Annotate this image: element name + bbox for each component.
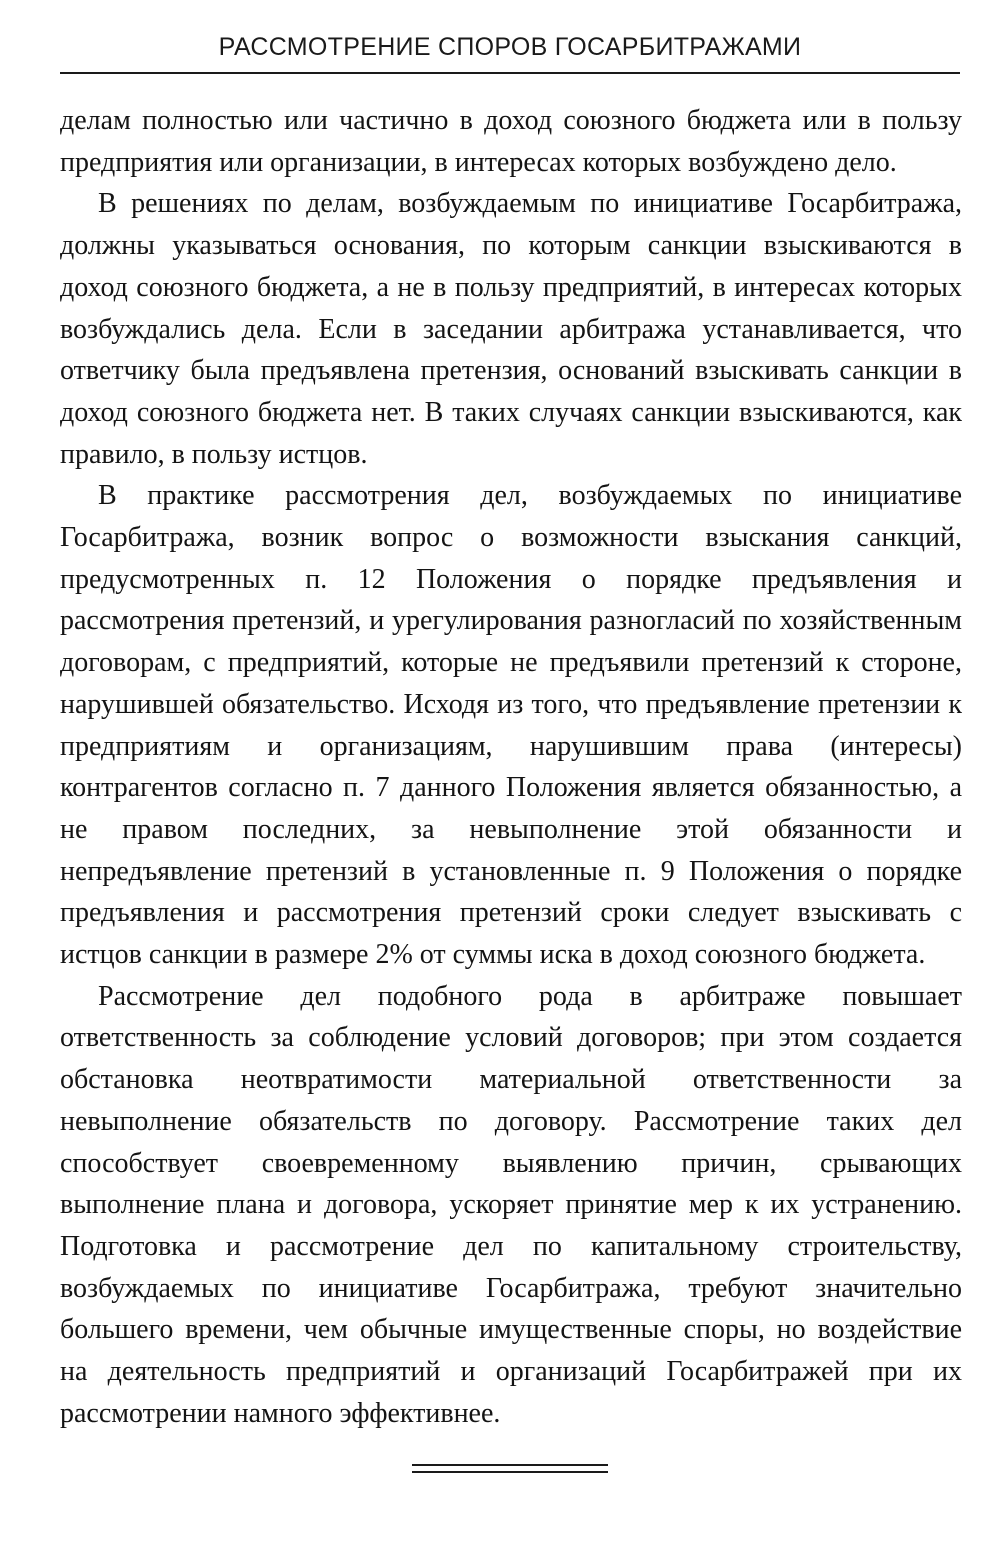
paragraph: Рассмотрение дел подобного рода в арбитраже повышает ответственность за соблюдение условий договоров; при этом создается обстановка неотвратимости материальной ответственности за невыполнение обязательств по договору. Рассмотрение таких дел способствует своевременному выявлению причин, срывающих выполнение плана и договора, ускоряет принятие мер к их устранению. Подготовка и рассмотрение дел по капитальному строительству, возбуждаемых по инициативе Госарбитража, требуют значительно большего времени, чем обычные имущественные споры, но воздействие на деятельность предприятий и организаций Госарбитражей при их рассмотрении намного эффективнее. — [60, 980, 962, 1429]
paragraph-continued: делам полностью или частично в доход союзного бюджета или в пользу предприятия или организации, в интересах которых возбуждено дело. — [60, 105, 962, 178]
section-end-rule — [412, 1464, 608, 1466]
header-rule — [60, 72, 960, 74]
paragraph: В решениях по делам, возбуждаемым по инициативе Госарбитража, должны указываться основания, по которым санкции взыскиваются в доход союзного бюджета, а не в пользу предприятий, в интересах которых возбуждались дела. Если в заседании арбитража устанавливается, что ответчику была предъявлена претензия, оснований взыскивать санкции в доход союзного бюджета нет. В таких случаях санкции взыскиваются, как правило, в пользу истцов. — [60, 188, 962, 470]
body-text — [60, 100, 962, 1435]
section-end-rule — [412, 1471, 608, 1473]
running-head-title: РАССМОТРЕНИЕ СПОРОВ ГОСАРБИТРАЖАМИ — [218, 33, 802, 61]
paragraph: В практике рассмотрения дел, возбуждаемых по инициативе Госарбитража, возник вопрос о возможности взыскания санкций, предусмотренных п. 12 Положения о порядке предъявления и рассмотрения претензий, и урегулирования разногласий по хозяйственным договорам, с предприятий, которые не предъявили претензий к стороне, нарушившей обязательство. Исходя из того, что предъявление претензии к предприятиям и организациям, нарушившим права (интересы) контрагентов согласно п. 7 данного Положения является обязанностью, а не правом последних, за невыполнение этой обязанности и непредъявление претензий в установленные п. 9 Положения о порядке предъявления и рассмотрения претензий сроки следует взыскивать с истцов санкции в размере 2% от суммы иска в доход союзного бюджета. — [60, 480, 962, 971]
